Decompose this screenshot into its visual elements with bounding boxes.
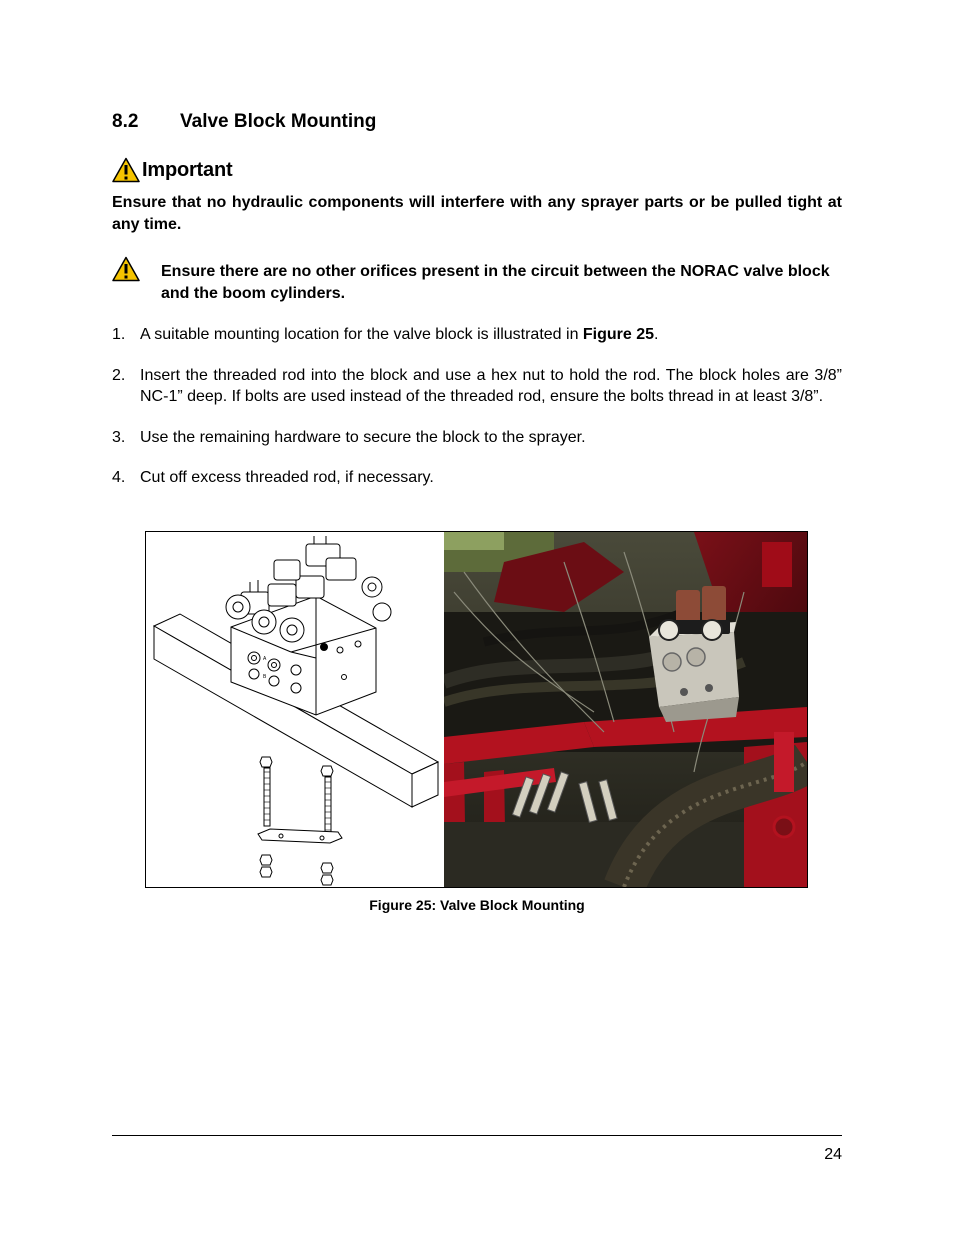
step-number: 4. — [112, 469, 126, 486]
section-heading — [112, 111, 376, 133]
section-title: Valve Block Mounting — [180, 111, 377, 132]
step-item — [112, 427, 842, 449]
important-text: Ensure that no hydraulic components will interfere with any sprayer parts or be pulled tight at any time. — [112, 194, 842, 233]
step-item — [112, 324, 842, 346]
section-number: 8.2 — [112, 111, 139, 132]
port-label-a: A — [263, 656, 267, 662]
figure-reference: Figure 25 — [582, 326, 655, 343]
valve-block-line-drawing — [146, 532, 443, 887]
warning-triangle-icon — [112, 157, 140, 183]
step-item — [112, 365, 842, 408]
instruction-steps — [112, 324, 842, 508]
step-text: A suitable mounting location for the valve block is illustrated in — [140, 326, 583, 343]
page-number: 24 — [824, 1146, 842, 1163]
step-number: 2. — [112, 366, 126, 384]
port-label-b: B — [263, 674, 267, 680]
step-text: Use the remaining hardware to secure the block to the sprayer. — [140, 428, 586, 446]
figure-caption: Figure 25: Valve Block Mounting — [369, 897, 585, 913]
step-item — [112, 467, 842, 489]
step-text: Cut off excess threaded rod, if necessary. — [140, 469, 434, 486]
important-notice — [112, 157, 232, 183]
step-number: 1. — [112, 326, 126, 343]
footer-divider — [112, 1135, 842, 1136]
step-number: 3. — [112, 428, 126, 446]
warning-triangle-icon — [112, 256, 140, 282]
figure-valve-block-mounting — [145, 531, 808, 888]
step-text-end: . — [654, 326, 659, 343]
step-text: Insert the threaded rod into the block and use a hex nut to hold the rod. The block holes are 3/8” NC-1” deep. If bolts are used instead of the threaded rod, ensure the bolts thread in at least 3/8”. — [140, 366, 842, 405]
sprayer-photo — [444, 532, 807, 887]
important-label: Important — [142, 158, 233, 181]
caution-text: Ensure there are no other orifices present in the circuit between the NORAC valve block and the boom cylinders. — [161, 263, 830, 302]
